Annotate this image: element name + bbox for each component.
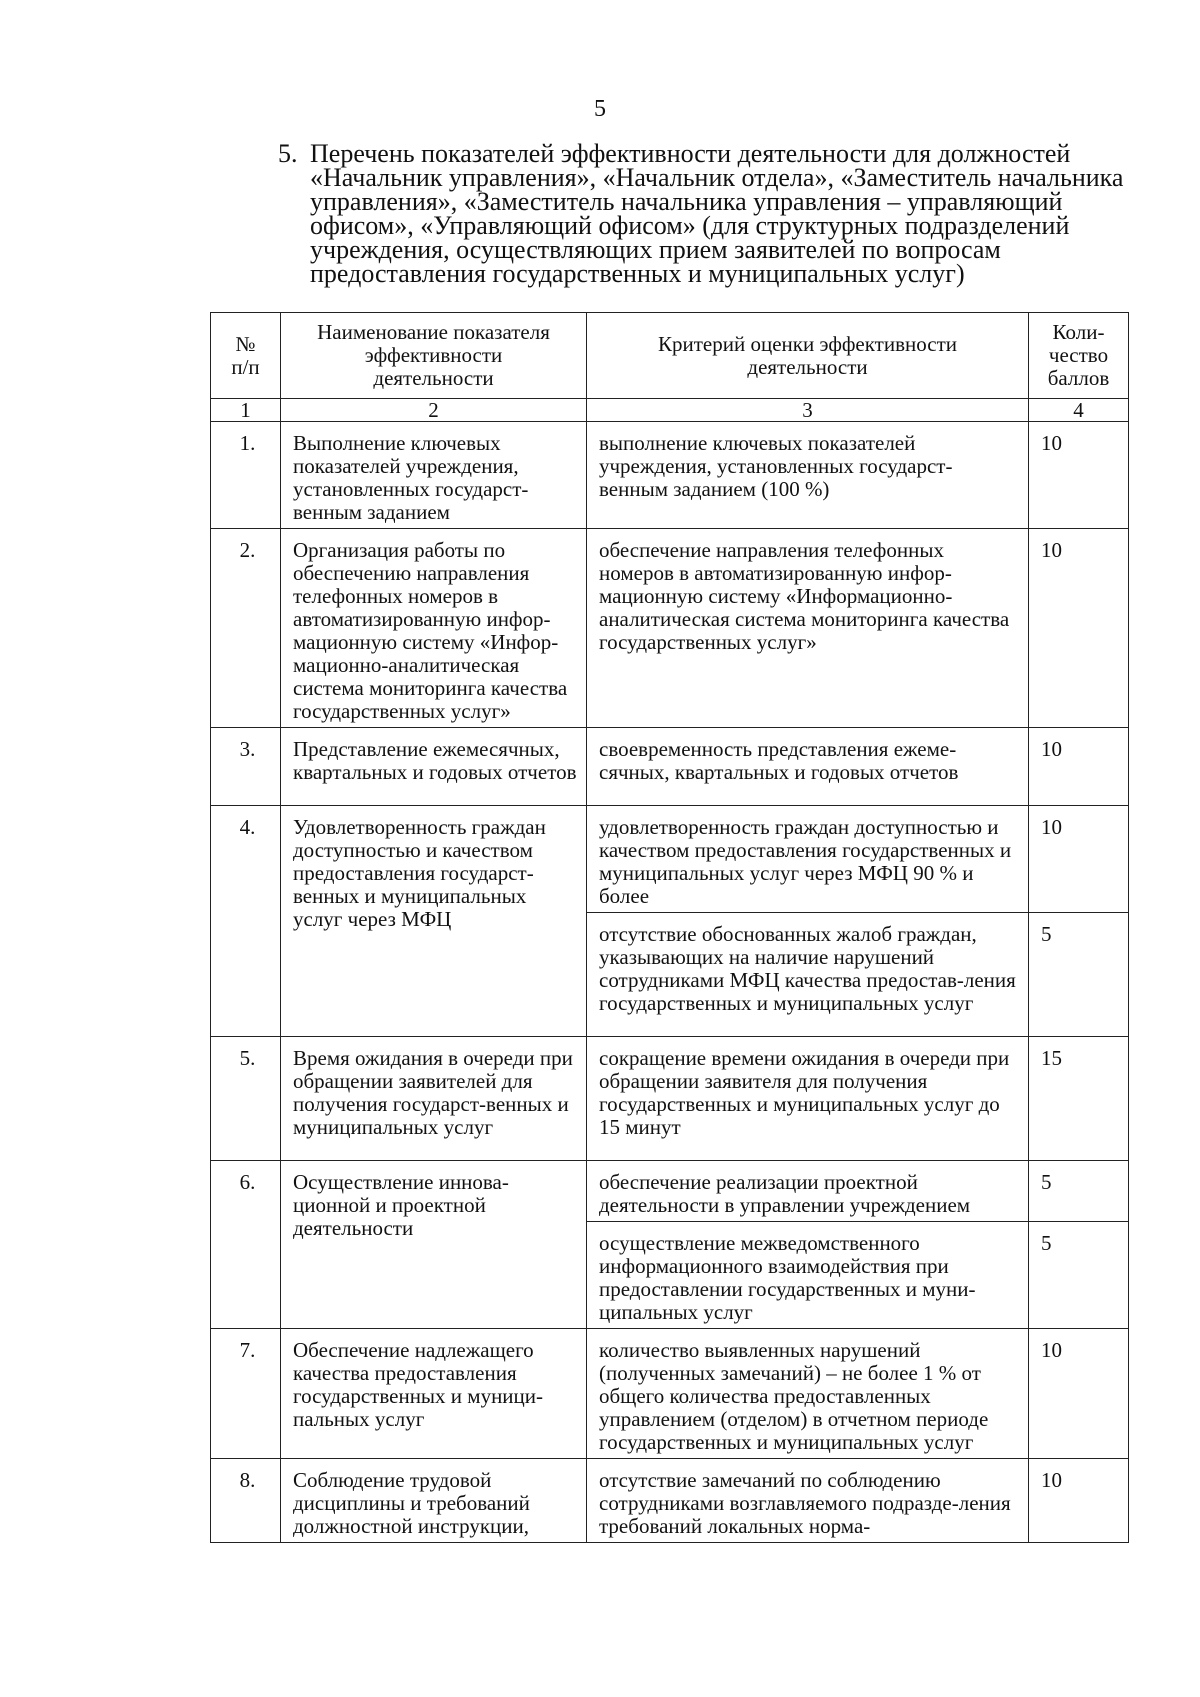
row-criterion: отсутствие обоснованных жалоб граждан, указывающих на наличие нарушений сотрудниками МФЦ качества предостав-ления государственных и муниципальных услуг (587, 913, 1029, 1037)
table-column-index-row (211, 399, 1129, 422)
column-index: 3 (587, 399, 1029, 422)
row-criterion: количество выявленных нарушений (полученных замечаний) – не более 1 % от общего количества предоставленных управлением (отделом) в отчетном периоде государственных и муниципальных услуг (587, 1329, 1029, 1459)
row-criterion: обеспечение реализации проектной деятельности в управлении учреждением (587, 1161, 1029, 1222)
header-number: № п/п (211, 313, 281, 399)
row-indicator: Представление ежемесячных, квартальных и годовых отчетов (281, 728, 587, 806)
table-row (211, 1329, 1129, 1459)
row-indicator: Осуществление иннова-ционной и проектной деятельности (281, 1161, 587, 1329)
row-indicator: Удовлетворенность граждан доступностью и качеством предоставления государст-венных и муниципальных услуг через МФЦ (281, 806, 587, 1037)
row-indicator: Организация работы по обеспечению направления телефонных номеров в автоматизированную инфор-мационную систему «Инфор-мационно-аналитическая система мониторинга качества государственных услуг» (281, 529, 587, 728)
header-points: Коли-чество баллов (1029, 313, 1129, 399)
table-row (211, 529, 1129, 728)
row-number: 4. (211, 806, 281, 1037)
row-points: 5 (1029, 913, 1129, 1037)
row-number: 5. (211, 1037, 281, 1161)
header-indicator: Наименование показателя эффективности деятельности (281, 313, 587, 399)
row-criterion: отсутствие замечаний по соблюдению сотрудниками возглавляемого подразде-ления требований локальных норма- (587, 1459, 1029, 1543)
row-indicator: Время ожидания в очереди при обращении заявителей для получения государст-венных и муниципальных услуг (281, 1037, 587, 1161)
section-heading (278, 139, 1138, 288)
table-row (211, 806, 1129, 913)
column-index: 2 (281, 399, 587, 422)
table-row (211, 1459, 1129, 1543)
page-number: 5 (594, 96, 606, 122)
table-row (211, 728, 1129, 806)
row-indicator: Соблюдение трудовой дисциплины и требований должностной инструкции, (281, 1459, 587, 1543)
row-number: 8. (211, 1459, 281, 1543)
row-points: 10 (1029, 806, 1129, 913)
row-points: 15 (1029, 1037, 1129, 1161)
row-points: 10 (1029, 529, 1129, 728)
row-criterion: выполнение ключевых показателей учреждения, установленных государст-венным заданием (100 %) (587, 422, 1029, 529)
row-criterion: удовлетворенность граждан доступностью и качеством предоставления государственных и муниципальных услуг через МФЦ 90 % и более (587, 806, 1029, 913)
section-title: Перечень показателей эффективности деятельности для должностей «Начальник управления», «Начальник отдела», «Заместитель начальника управления», «Заместитель начальника управления – управляющий офисом», «Управляющий офисом» (для структурных подразделений учреждения, осуществляющих прием заявителей по вопросам предоставления государственных и муниципальных услуг) (310, 139, 1124, 288)
row-criterion: сокращение времени ожидания в очереди при обращении заявителя для получения государственных и муниципальных услуг до 15 минут (587, 1037, 1029, 1161)
table-row (211, 422, 1129, 529)
row-indicator: Выполнение ключевых показателей учреждения, установленных государст-венным заданием (281, 422, 587, 529)
row-number: 6. (211, 1161, 281, 1329)
row-number: 3. (211, 728, 281, 806)
row-criterion: обеспечение направления телефонных номеров в автоматизированную инфор-мационную систему «Информационно-аналитическая система мониторинга качества государственных услуг» (587, 529, 1029, 728)
row-points: 10 (1029, 1329, 1129, 1459)
table-header-row (211, 313, 1129, 399)
section-number: 5. (278, 139, 298, 168)
row-points: 10 (1029, 1459, 1129, 1543)
row-number: 7. (211, 1329, 281, 1459)
row-criterion: своевременность представления ежеме-сячных, квартальных и годовых отчетов (587, 728, 1029, 806)
column-index: 1 (211, 399, 281, 422)
row-points: 10 (1029, 728, 1129, 806)
header-criteria: Критерий оценки эффективности деятельности (587, 313, 1029, 399)
table-row (211, 1161, 1129, 1222)
row-number: 2. (211, 529, 281, 728)
row-points: 5 (1029, 1161, 1129, 1222)
row-indicator: Обеспечение надлежащего качества предоставления государственных и муници-пальных услуг (281, 1329, 587, 1459)
row-criterion: осуществление межведомственного информационного взаимодействия при предоставлении государственных и муни-ципальных услуг (587, 1222, 1029, 1329)
table-row (211, 1037, 1129, 1161)
column-index: 4 (1029, 399, 1129, 422)
indicators-table (210, 312, 1129, 1543)
row-number: 1. (211, 422, 281, 529)
row-points: 5 (1029, 1222, 1129, 1329)
row-points: 10 (1029, 422, 1129, 529)
